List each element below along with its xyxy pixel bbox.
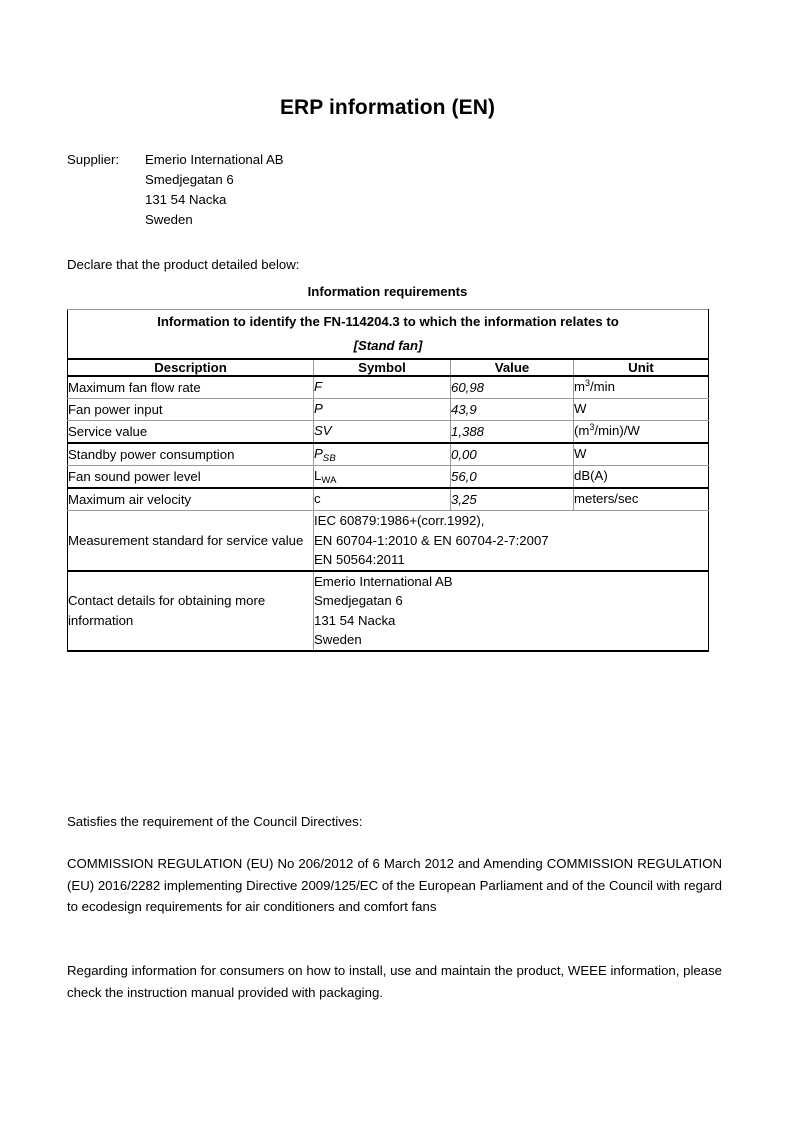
supplier-row <box>67 150 708 230</box>
row-value: 3,25 <box>451 488 574 511</box>
symbol-main: c <box>314 491 321 506</box>
table-title-cell <box>68 310 709 360</box>
row-unit <box>574 466 709 489</box>
supplier-label: Supplier: <box>67 152 120 167</box>
declare-line: Declare that the product detailed below: <box>67 257 300 272</box>
unit-prefix: m <box>574 379 585 394</box>
row-symbol <box>314 443 451 466</box>
row-symbol <box>314 466 451 489</box>
contact-line: Sweden <box>314 632 362 647</box>
symbol-subscript: SB <box>322 452 336 464</box>
row-symbol <box>314 488 451 511</box>
symbol-main: L <box>314 468 322 483</box>
row-description: Standby power consumption <box>68 443 314 466</box>
measurement-standard-row <box>68 511 709 571</box>
measurement-standard-description: Measurement standard for service value <box>68 511 314 571</box>
table-title-line1: Information to identify the FN-114204.3 to which the information relates to <box>157 314 619 329</box>
unit-prefix: W <box>574 401 587 416</box>
regulation-paragraph: COMMISSION REGULATION (EU) No 206/2012 of 6 March 2012 and Amending COMMISSION REGULATION (EU) 2016/2282 implementing Directive 2009/125/EC of the European Parliament and of the Council with regard to ecodesign requirements for air conditioners and comfort fans <box>67 856 722 914</box>
standard-line: EN 50564:2011 <box>314 552 405 567</box>
row-value: 0,00 <box>451 443 574 466</box>
information-requirements-heading: Information requirements <box>307 284 468 299</box>
row-value: 43,9 <box>451 399 574 421</box>
unit-prefix: meters/sec <box>574 491 639 506</box>
row-description: Maximum air velocity <box>68 488 314 511</box>
row-unit <box>574 376 709 399</box>
contact-line: Emerio International AB <box>314 573 453 589</box>
erp-information-table <box>67 309 709 652</box>
symbol-main: F <box>314 379 323 394</box>
page-title: ERP information (EN) <box>279 96 496 119</box>
column-header-symbol: Symbol <box>314 359 451 376</box>
contact-details-row <box>68 571 709 651</box>
supplier-address-line: Sweden <box>145 212 193 227</box>
unit-suffix: /min)/W <box>594 423 640 438</box>
row-unit <box>574 443 709 466</box>
table-row <box>68 443 709 466</box>
row-description: Maximum fan flow rate <box>68 376 314 399</box>
unit-prefix: (m <box>574 423 590 438</box>
regarding-paragraph: Regarding information for consumers on how to install, use and maintain the product, WEEE information, please check the instruction manual provided with packaging. <box>67 963 722 1000</box>
row-unit <box>574 488 709 511</box>
row-description: Fan sound power level <box>68 466 314 489</box>
standard-line: IEC 60879:1986+(corr.1992), <box>314 513 485 528</box>
row-symbol <box>314 421 451 444</box>
unit-superscript: 3 <box>585 378 591 388</box>
column-header-unit: Unit <box>574 359 709 376</box>
row-unit <box>574 421 709 444</box>
row-symbol <box>314 376 451 399</box>
unit-superscript: 3 <box>589 422 595 432</box>
supplier-address-line: Emerio International AB <box>145 152 284 167</box>
row-description: Fan power input <box>68 399 314 421</box>
column-header-value: Value <box>451 359 574 376</box>
symbol-main: P <box>314 446 323 461</box>
row-value: 56,0 <box>451 466 574 489</box>
standard-line: EN 60704-1:2010 & EN 60704-2-7:2007 <box>314 532 549 548</box>
table-title-variant: [Stand fan] <box>353 338 423 353</box>
contact-details-description: Contact details for obtaining more information <box>68 571 314 651</box>
row-symbol <box>314 399 451 421</box>
symbol-main: SV <box>314 423 332 438</box>
table-header-row <box>68 359 709 376</box>
row-value: 1,388 <box>451 421 574 444</box>
table-row <box>68 466 709 489</box>
table-row <box>68 488 709 511</box>
supplier-address <box>145 150 284 230</box>
supplier-address-line: Smedjegatan 6 <box>145 172 234 187</box>
row-unit <box>574 399 709 421</box>
supplier-block <box>67 150 708 230</box>
supplier-address-line: 131 54 Nacka <box>145 192 227 207</box>
row-description: Service value <box>68 421 314 444</box>
unit-prefix: W <box>574 446 587 461</box>
contact-line: 131 54 Nacka <box>314 612 396 628</box>
symbol-subscript: WA <box>321 474 337 486</box>
table-title-row <box>68 310 709 360</box>
column-header-description: Description <box>68 359 314 376</box>
measurement-standard-values <box>314 511 709 571</box>
symbol-main: P <box>314 401 323 416</box>
row-value: 60,98 <box>451 376 574 399</box>
satisfies-paragraph: Satisfies the requirement of the Council Directives: <box>67 814 363 829</box>
table-row <box>68 376 709 399</box>
table-row <box>68 399 709 421</box>
unit-prefix: dB(A) <box>574 468 608 483</box>
contact-line: Smedjegatan 6 <box>314 593 403 608</box>
unit-suffix: /min <box>590 379 615 394</box>
table-row <box>68 421 709 444</box>
contact-details-address <box>314 571 709 651</box>
